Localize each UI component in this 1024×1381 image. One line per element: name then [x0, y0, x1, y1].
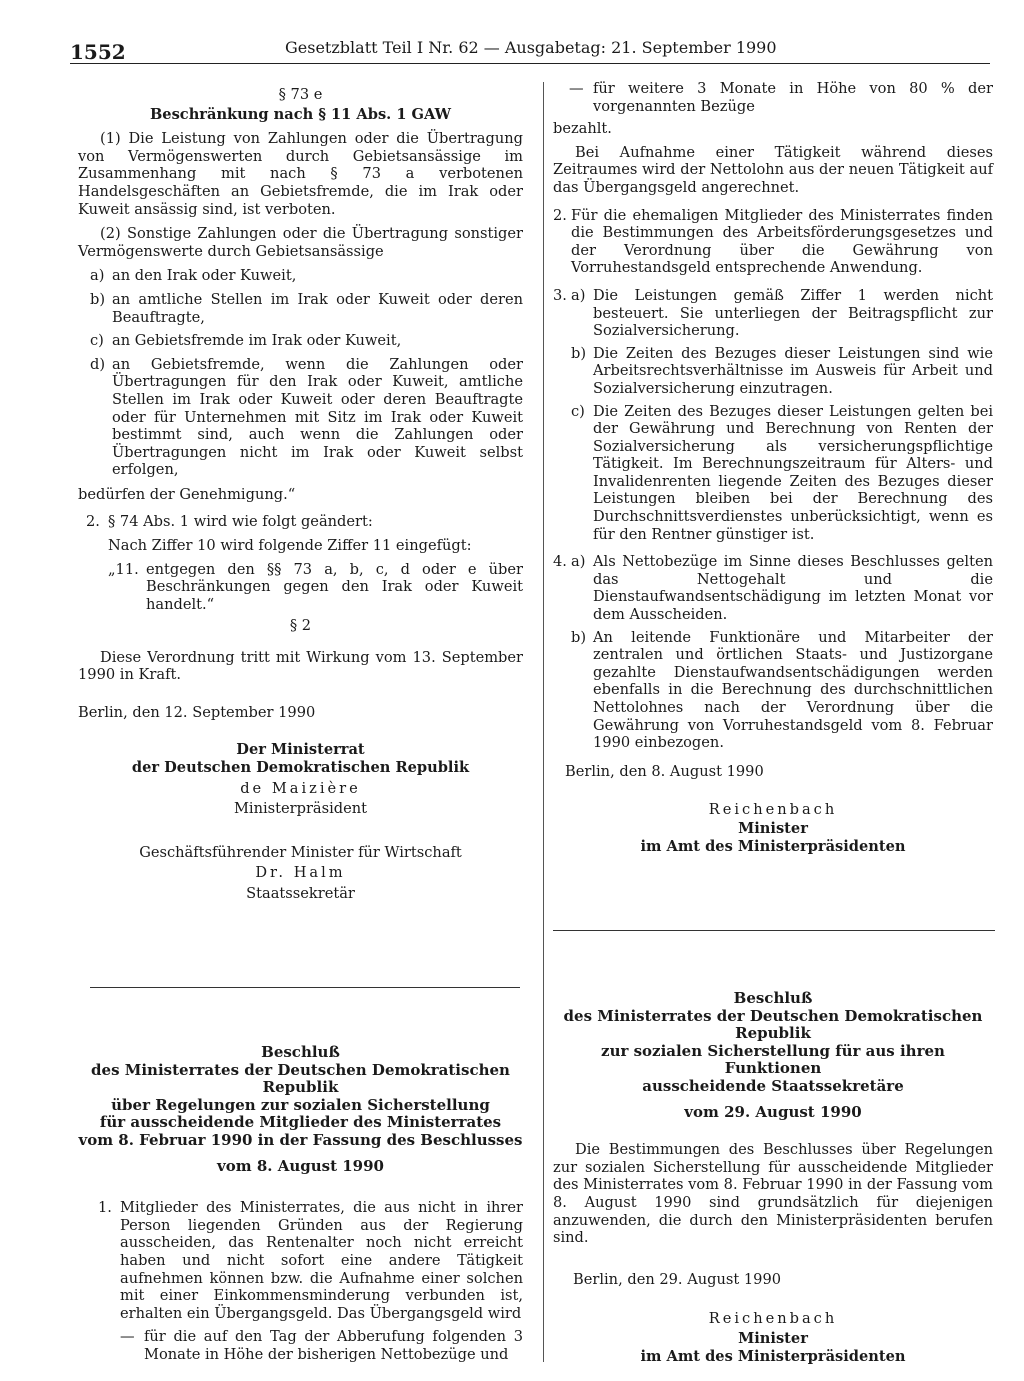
section-rule: [553, 930, 995, 931]
beschluss-item-1: [78, 1199, 523, 1322]
sub-item: [571, 287, 993, 340]
signature-title: im Amt des Ministerpräsidenten: [640, 837, 906, 855]
beschluss-heading-line: zur sozialen Sicherstellung für aus ihren Funktionen: [601, 1041, 945, 1078]
sub-item-label: c): [571, 402, 585, 420]
header-title: Gesetzblatt Teil I Nr. 62 — Ausgabetag: 21. September 1990: [285, 38, 777, 57]
left-column-section2: [78, 617, 523, 903]
paid-text: bezahlt.: [553, 120, 612, 138]
section-73e-number: § 73 e: [278, 86, 323, 103]
dash-item: [553, 80, 993, 115]
beschluss-paragraph: Die Bestimmungen des Beschlusses über Regelungen zur sozialen Sicherstellung für ausscheidende Mitglieder des Ministerrates vom 8. Februar 1990 in der Fassung vom 8. August 1990 sind grundsätzlich für diejenigen anzuwenden, die durch den Ministerpräsidenten berufen sind.: [553, 1141, 993, 1247]
beschluss-item-text: Mitglieder des Ministerrates, die aus nicht in ihrer Person liegenden Gründen aus der Regierung ausscheiden, das Rentenalter noch nicht erreicht haben und nicht sofort eine andere Tätigkeit aufnehmen können bzw. die Aufnahme einer solchen mit einer Einkommensminderung verbunden ist, erhalten ein Übergangsgeld. Das Übergangsgeld wird: [120, 1199, 523, 1322]
sub-item: [571, 553, 993, 623]
list-item-label: c): [90, 332, 104, 350]
signature-body-line2: der Deutschen Demokratischen Republik: [131, 758, 470, 776]
sub-item-label: a): [571, 286, 586, 304]
point-label: 3.: [553, 286, 567, 304]
beschluss-heading-line: des Ministerrates der Deutschen Demokratischen Republik: [91, 1060, 510, 1097]
list-item-text: an Gebietsfremde, wenn die Zahlungen oder Übertragungen für den Irak oder Kuweit, amtliche Stellen im Irak oder Kuweit oder deren Beauftragte oder für Unternehmen mit Sitz im Irak oder Kuweit bestimmt sind, auch wenn die Zahlungen oder Übertragungen nicht im Irak oder Kuweit selbst erfolgen,: [112, 355, 523, 479]
list-item-label: a): [90, 267, 105, 285]
point-3: [553, 287, 993, 543]
page-number: 1552: [70, 40, 126, 64]
list-item: [78, 267, 523, 285]
beschluss-date: vom 8. August 1990: [217, 1156, 384, 1175]
signature-title: Minister: [738, 820, 808, 838]
signature-role: Geschäftsführender Minister für Wirtschaft: [139, 843, 462, 861]
signature-name: Reichenbach: [708, 1310, 838, 1328]
right-column-beschluss: [553, 990, 993, 1365]
beschluss-title: Beschluß: [261, 1043, 340, 1061]
paragraph-1: (1) Die Leistung von Zahlungen oder die Übertragung von Vermögenswerten durch Gebietsansässige im Zusammenhang mit nach § 73 a verbotenen Handelsgeschäften an Gebietsfremde, die im Irak oder Kuweit ansässig sind, ist verboten.: [78, 130, 523, 218]
signature-name: Reichenbach: [708, 800, 838, 818]
page-header: [70, 34, 990, 64]
sub-item-text: Die Zeiten des Bezuges dieser Leistungen sind wie Arbeitsrechtsverhältnisse im Ausweis für Arbeit und Sozialversicherung einzutragen.: [593, 344, 993, 397]
beschluss-title: Beschluß: [733, 989, 813, 1007]
point-4: [553, 553, 993, 752]
right-column-signature-1: [553, 763, 993, 855]
list-item: [78, 356, 523, 479]
list-item-label: d): [90, 355, 106, 373]
list-item: [78, 291, 523, 326]
beschluss-item-label: 1.: [98, 1199, 112, 1217]
sub-item-label: a): [571, 553, 586, 571]
dash-text: für weitere 3 Monate in Höhe von 80 % der vorgenannten Bezüge: [593, 80, 993, 115]
list-item-text: an Gebietsfremde im Irak oder Kuweit,: [112, 332, 402, 350]
signature-title: Staatssekretär: [246, 884, 355, 902]
effect-paragraph: Diese Verordnung tritt mit Wirkung vom 13. September 1990 in Kraft.: [78, 648, 523, 684]
amendment-quote-text: entgegen den §§ 73 a, b, c, d oder e über Beschränkungen gegen den Irak oder Kuweit handelt.“: [146, 560, 523, 613]
place-date: Berlin, den 8. August 1990: [565, 763, 764, 780]
amendment-point-text: § 74 Abs. 1 wird wie folgt geändert:: [108, 513, 373, 531]
employment-paragraph: Bei Aufnahme einer Tätigkeit während dieses Zeitraumes wird der Nettolohn aus der neuen Tätigkeit auf das Übergangsgeld angerechnet.: [553, 143, 993, 196]
signature-title: im Amt des Ministerpräsidenten: [640, 1347, 906, 1365]
sub-item: [571, 629, 993, 752]
amendment-quote: [78, 561, 523, 614]
sub-item-label: b): [571, 344, 587, 362]
sub-item-text: Als Nettobezüge im Sinne dieses Beschlusses gelten das Nettogehalt und die Dienstaufwandsentschädigung im letzten Monat vor dem Ausscheiden.: [593, 553, 993, 624]
sub-item: [571, 403, 993, 544]
dash-label: —: [569, 80, 584, 97]
amendment-subtext: Nach Ziffer 10 wird folgende Ziffer 11 eingefügt:: [108, 537, 472, 555]
point-2: [553, 207, 993, 277]
list-item-label: b): [90, 290, 106, 308]
section-73e-heading: Beschränkung nach § 11 Abs. 1 GAW: [149, 105, 452, 123]
header-rule: [70, 63, 990, 64]
place-date: Berlin, den 12. September 1990: [78, 703, 316, 721]
point-label: 2.: [553, 206, 567, 224]
dash-text: für die auf den Tag der Abberufung folgenden 3 Monate in Höhe der bisherigen Nettobezüge und: [144, 1328, 523, 1363]
amendment-quote-label: „11.: [108, 560, 139, 578]
point-4-items: [571, 553, 993, 752]
signature-body-line1: Der Ministerrat: [236, 741, 365, 759]
beschluss-heading-line: des Ministerrates der Deutschen Demokratischen Republik: [563, 1006, 983, 1043]
sub-item-text: Die Zeiten des Bezuges dieser Leistungen gelten bei der Gewährung und Berechnung von Renten der Sozialversicherung als versicherungspflichtige Tätigkeit. Im Berechnungszeitraum für Alters- und Invalidenrenten liegende Zeiten des Bezuges dieser Leistungen bleiben bei der Berechnung des Durchschnittsverdienstes unberücksichtigt, wenn es für den Rentner günstiger ist.: [593, 402, 993, 543]
right-column-top: [553, 80, 993, 752]
left-column-top: [78, 86, 523, 613]
sub-item: [571, 345, 993, 398]
sub-item-text: Die Leistungen gemäß Ziffer 1 werden nicht besteuert. Sie unterliegen der Beitragspflicht zur Sozialversicherung.: [593, 286, 993, 340]
list-item: [78, 332, 523, 350]
paragraph-closing: bedürfen der Genehmigung.“: [78, 485, 296, 503]
point-label: 4.: [553, 553, 567, 571]
point-text: Für die ehemaligen Mitglieder des Ministerrates finden die Bestimmungen des Arbeitsförderungsgesetzes und der Verordnung über die Gewährung von Vorruhestandsgeld entsprechende Anwendung.: [571, 206, 993, 277]
amendment-point-label: 2.: [86, 513, 100, 531]
amendment-point-2: [78, 513, 523, 531]
paragraph-2: (2) Sonstige Zahlungen oder die Übertragung sonstiger Vermögenswerte durch Gebietsansässige: [78, 225, 523, 260]
signature-title: Ministerpräsident: [233, 800, 368, 818]
list-item-text: an den Irak oder Kuweit,: [112, 267, 297, 285]
list-item-text: an amtliche Stellen im Irak oder Kuweit oder deren Beauftragte,: [112, 290, 523, 326]
place-date: Berlin, den 29. August 1990: [573, 1270, 782, 1288]
beschluss-heading-line: für ausscheidende Mitglieder des Ministerrates: [99, 1113, 502, 1132]
section-rule: [90, 987, 520, 988]
signature-name: de Maizière: [240, 779, 361, 797]
beschluss-heading-line: ausscheidende Staatssekretäre: [642, 1076, 904, 1095]
column-divider: [543, 82, 544, 1362]
beschluss-date: vom 29. August 1990: [684, 1102, 862, 1121]
sub-item-text: An leitende Funktionäre und Mitarbeiter der zentralen und örtlichen Staats- und Justizorgane gezahlte Dienstaufwandsentschädigungen werden ebenfalls in die Berechnung des durchschnittlichen Nettolohnes nach der Verordnung über die Gewährung von Vorruhestandsgeld vom 8. Februar 1990 einbezogen.: [593, 628, 993, 752]
beschluss-dash-item: [78, 1328, 523, 1363]
signature-name: Dr. Halm: [255, 864, 346, 882]
point-3-items: [571, 287, 993, 543]
left-column-beschluss: [78, 1044, 523, 1364]
signature-title: Minister: [738, 1329, 808, 1347]
section-2-number: § 2: [289, 617, 312, 634]
dash-label: —: [120, 1328, 135, 1346]
beschluss-heading-line: vom 8. Februar 1990 in der Fassung des Beschlusses: [78, 1130, 523, 1149]
beschluss-heading-line: über Regelungen zur sozialen Sicherstellung: [111, 1095, 490, 1114]
sub-item-label: b): [571, 628, 587, 646]
